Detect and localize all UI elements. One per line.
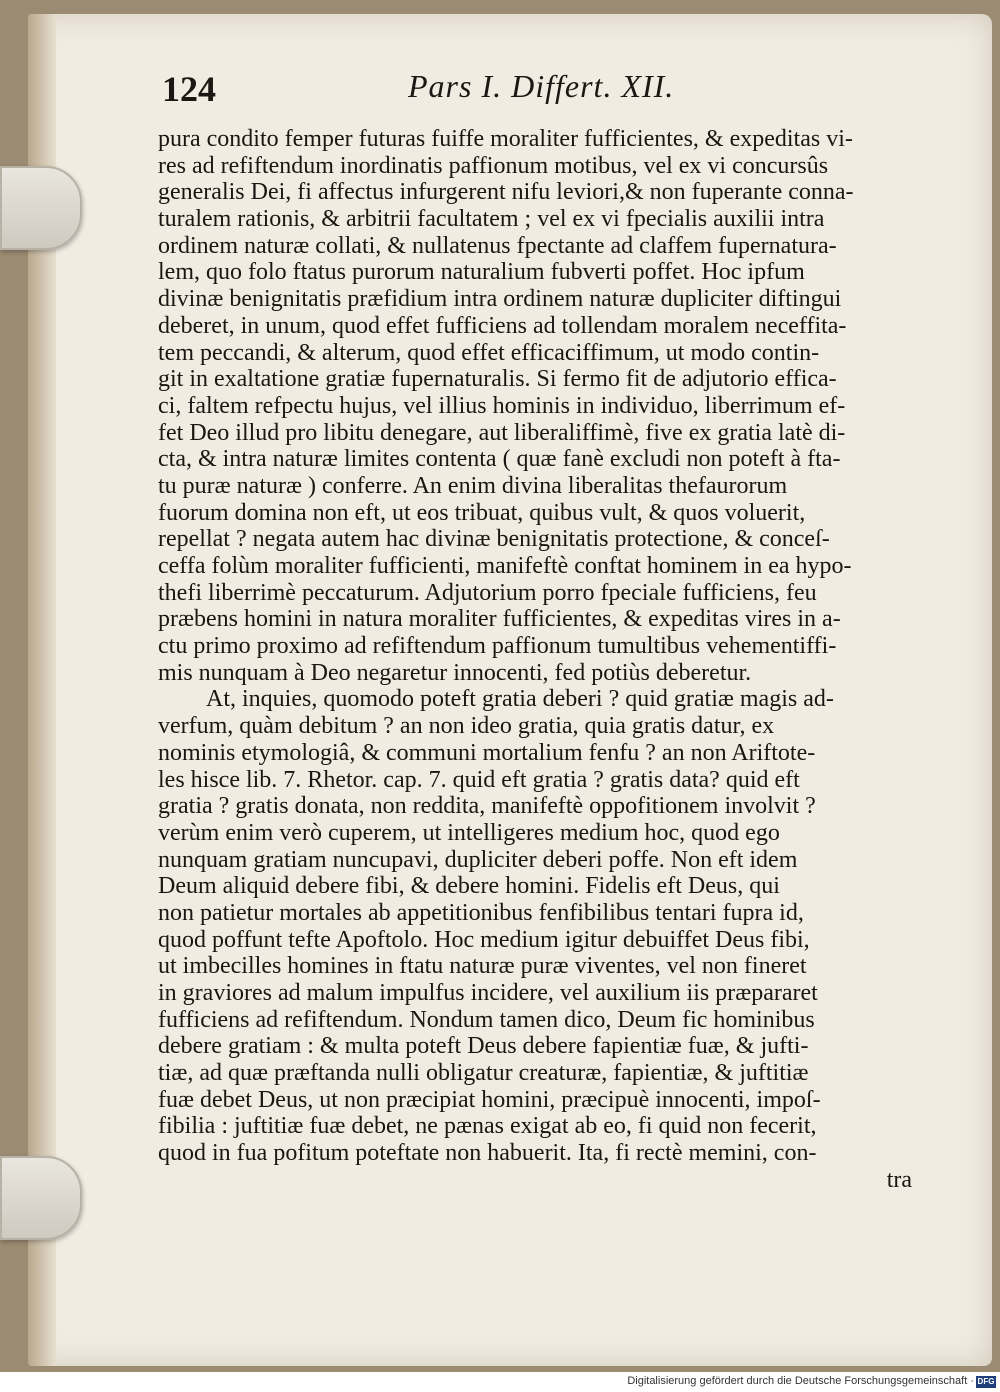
text-line: cta, & intra naturæ limites contenta ( quæ fanè excludi non poteft à fta- — [158, 446, 841, 473]
text-line: fuorum domina non eft, ut eos tribuat, quibus vult, & quos voluerit, — [158, 499, 806, 526]
text-line: tu puræ naturæ ) conferre. An enim divina liberalitas thefaurorum — [158, 472, 788, 499]
text-line: ordinem naturæ collati, & nullatenus fpectante ad claffem fupernatura- — [158, 232, 837, 259]
text-line: fibilia : juftitiæ fuæ debet, ne pænas exigat ab eo, fi quid non fecerit, — [158, 1113, 817, 1140]
text-line: tiæ, ad quæ præftanda nulli obligatur creaturæ, fapientiæ, & juftitiæ — [158, 1060, 809, 1087]
running-head: Pars I. Differt. XII. — [408, 68, 675, 104]
text-line: generalis Dei, fi affectus infurgerent nifu leviori,& non fuperante conna- — [158, 179, 854, 206]
text-line: mis nunquam à Deo negaretur innocenti, fed potiùs deberetur. — [158, 659, 752, 686]
text-line: fet Deo illud pro libitu denegare, aut liberaliffimè, five ex gratia latè di- — [158, 419, 846, 446]
page-number: 124 — [162, 69, 216, 109]
text-line: divinæ benignitatis præfidium intra ordinem naturæ dupliciter diftingui — [158, 286, 842, 313]
text-line: ut imbecilles homines in ftatu naturæ puræ viventes, vel non fineret — [158, 953, 807, 980]
paragraph-start-line: At, inquies, quomodo poteft gratia deberi ? quid gratiæ magis ad- — [206, 686, 834, 713]
text-line: res ad refiftendum inordinatis paffionum motibus, vel ex vi concursûs — [158, 152, 829, 179]
text-line: non patietur mortales ab appetitionibus fenfibilibus tentari fupra id, — [158, 899, 804, 926]
text-line: tem peccandi, & alterum, quod effet efficaciffimum, ut modo contin- — [158, 339, 820, 366]
text-line: in graviores ad malum impulfus incidere, vel auxilium iis præpararet — [158, 980, 818, 1006]
text-line: lem, quo folo ftatus purorum naturalium fubverti poffet. Hoc ipfum — [158, 259, 805, 286]
catchword: tra — [886, 1166, 912, 1193]
text-line: ctu primo proximo ad refiftendum paffionum tumultibus vehementiffi- — [158, 633, 837, 660]
body-text — [158, 126, 944, 1194]
digitization-credit: Digitalisierung gefördert durch die Deutsche Forschungsgemeinschaft · — [627, 1375, 974, 1387]
text-line: verùm enim verò cuperem, ut intelligeres medium hoc, quod ego — [158, 819, 780, 846]
page-header — [162, 68, 942, 112]
footer-bar — [0, 1372, 1000, 1392]
text-line: præbens homini in natura moraliter fufficientes, & expeditas vires in a- — [158, 606, 841, 633]
text-line: thefi liberrimè peccaturum. Adjutorium porro fpeciale fufficiens, feu — [158, 579, 817, 606]
text-line: debere gratiam : & multa poteft Deus debere fapientiæ fuæ, & jufti- — [158, 1033, 809, 1060]
text-line: pura condito femper futuras fuiffe moraliter fufficientes, & expeditas vi- — [158, 126, 853, 152]
text-line: ci, faltem refpectu hujus, vel illius hominis in individuo, liberrimum ef- — [158, 392, 846, 419]
text-line: turalem rationis, & arbitrii facultatem ; vel ex vi fpecialis auxilii intra — [158, 206, 825, 233]
text-line: gratia ? gratis donata, non reddita, manifeftè oppofitionem involvit ? — [158, 793, 816, 820]
text-line: git in exaltatione gratiæ fupernaturalis. Si fermo fit de adjutorio effica- — [158, 366, 837, 393]
text-line: les hisce lib. 7. Rhetor. cap. 7. quid eft gratia ? gratis data? quid eft — [158, 766, 800, 793]
text-line: quod in fua pofitum poteftate non habuerit. Ita, fi rectè memini, con- — [158, 1140, 817, 1167]
text-line: fuæ debet Deus, ut non præcipiat homini, præcipuè innocenti, impoſ- — [158, 1086, 821, 1113]
text-line: Deum aliquid debere fibi, & debere homini. Fidelis eft Deus, qui — [158, 873, 780, 900]
text-line: ceffa folùm moraliter fufficienti, manifeftè conftat hominem in ea hypo- — [158, 553, 852, 579]
text-line: verfum, quàm debitum ? an non ideo gratia, quia gratis datur, ex — [158, 713, 775, 740]
text-line: nunquam gratiam nuncupavi, dupliciter deberi poffe. Non eft idem — [158, 846, 798, 873]
text-line: repellat ? negata autem hac divinæ benignitatis protectione, & conceſ- — [158, 526, 830, 553]
page-clip-top — [0, 166, 82, 250]
text-line: nominis etymologiâ, & communi mortalium fenfu ? an non Ariftote- — [158, 739, 816, 766]
text-line: quod poffunt tefte Apoftolo. Hoc medium igitur debuiffet Deus fibi, — [158, 926, 810, 953]
page-clip-bottom — [0, 1156, 82, 1240]
text-line: deberet, in unum, quod effet fufficiens ad tollendam moralem neceffita- — [158, 312, 847, 339]
dfg-logo: DFG — [977, 1377, 995, 1386]
text-line: fufficiens ad refiftendum. Nondum tamen dico, Deum fic hominibus — [158, 1006, 815, 1033]
